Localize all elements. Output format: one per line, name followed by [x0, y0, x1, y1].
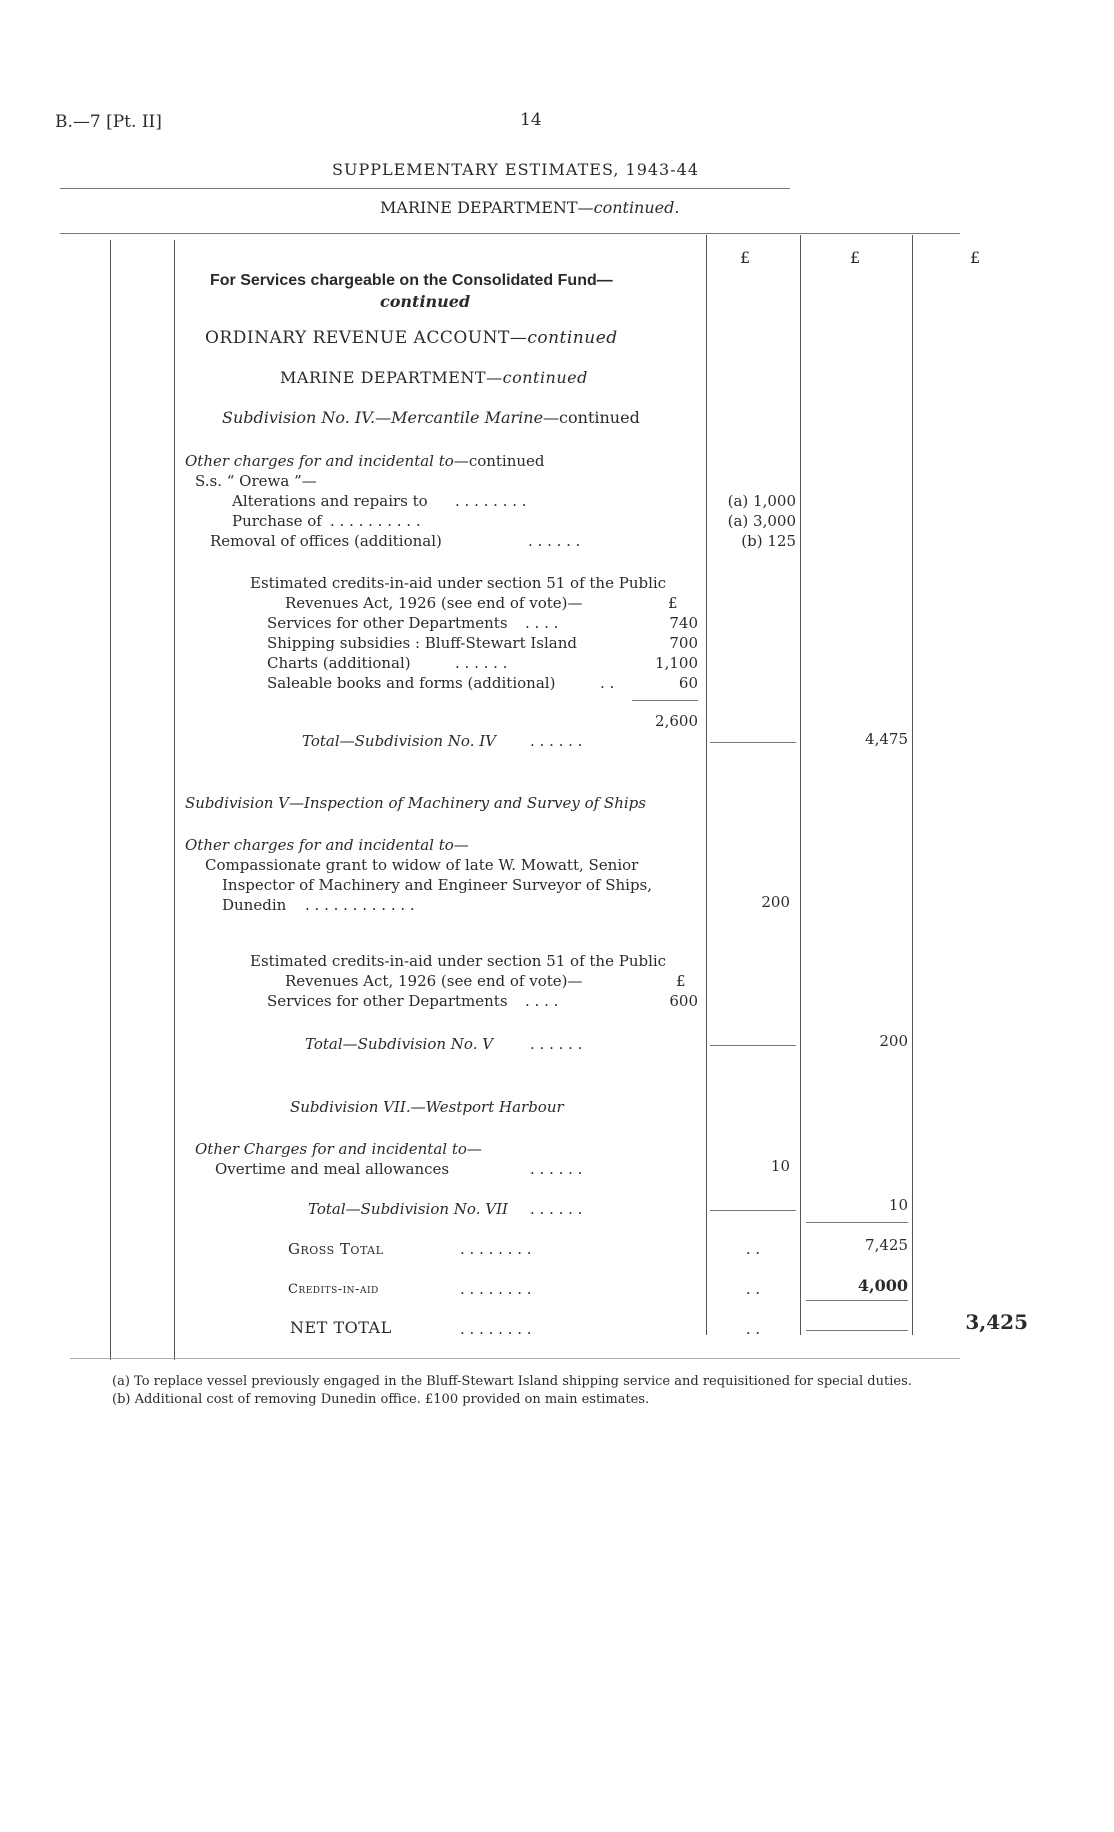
credits-in-aid-amount: 4,000	[857, 1276, 908, 1295]
leader-dots: . . . . . .	[528, 532, 581, 550]
page-subtitle	[380, 198, 679, 217]
credit-item-amount: 60	[678, 674, 698, 692]
subdivision-vii-total-amount: 10	[888, 1196, 908, 1214]
account-heading	[205, 328, 618, 348]
column-1-rule	[710, 1045, 796, 1046]
amount-column-1-line	[706, 235, 707, 1335]
gross-total-label: Gross Total	[288, 1240, 384, 1258]
credits-intro-2: Revenues Act, 1926 (see end of vote)—	[285, 594, 583, 612]
column-3-header: £	[970, 248, 981, 267]
column-2-rule	[806, 1300, 908, 1301]
column-2-rule	[806, 1330, 908, 1331]
grant-description-line-2: Inspector of Machinery and Engineer Surveyor of Ships,	[222, 876, 653, 894]
net-total-label: NET TOTAL	[290, 1318, 392, 1337]
credits-total-amount: 2,600	[655, 712, 698, 730]
credit-item-amount: 740	[669, 614, 698, 632]
document-reference: B.—7 [Pt. II]	[55, 112, 162, 132]
page-title: SUPPLEMENTARY ESTIMATES, 1943-44	[332, 160, 699, 179]
leader-dots: . . . . . .	[455, 654, 508, 672]
net-total-amount: 3,425	[965, 1310, 1028, 1334]
vessel-name: S.s. “ Orewa ”—	[195, 472, 317, 490]
table-bottom-rule	[70, 1358, 960, 1359]
page-number: 14	[520, 110, 542, 130]
left-margin-line	[110, 240, 111, 1360]
subdivision-iv-title	[222, 408, 640, 427]
credits-sum-rule	[632, 700, 698, 701]
leader-dots: . . . . . .	[530, 732, 583, 750]
leader-dots: . . . . . .	[530, 1035, 583, 1053]
credit-item-label: Charts (additional)	[267, 654, 411, 672]
net-total-column-1: . .	[745, 1320, 761, 1338]
subdivision-iv-total-label: Total—Subdivision No. IV	[302, 732, 496, 750]
department-heading-continued: continued	[502, 368, 588, 387]
credits-in-aid-label: Credits-in-aid	[288, 1282, 379, 1297]
line-item-label: Overtime and meal allowances	[215, 1160, 450, 1178]
credits-intro: Estimated credits-in-aid under section 51 of the Public	[250, 574, 667, 592]
subtitle-text: MARINE DEPARTMENT—	[380, 198, 594, 217]
subdivision-vii-other-charges: Other Charges for and incidental to—	[195, 1140, 482, 1158]
credits-intro-2: Revenues Act, 1926 (see end of vote)—	[285, 972, 583, 990]
credit-item-label: Shipping subsidies : Bluff-Stewart Island	[267, 634, 578, 652]
leader-dots: . . . . . . . .	[455, 492, 527, 510]
amount-column-2-line	[800, 235, 801, 1335]
credits-currency: £	[668, 594, 678, 612]
credit-item-label: Services for other Departments	[267, 992, 508, 1010]
other-charges-text: Other charges for and incidental to—	[185, 452, 469, 470]
line-item-amount: (b) 125	[741, 532, 796, 550]
credits-in-aid-column-1: . .	[745, 1280, 761, 1298]
account-heading-text: ORDINARY REVENUE ACCOUNT—	[205, 328, 528, 348]
leader-dots: . .	[600, 674, 615, 692]
subdivision-v-other-charges: Other charges for and incidental to—	[185, 836, 469, 854]
column-1-header: £	[740, 248, 751, 267]
subdivision-v-total-label: Total—Subdivision No. V	[305, 1035, 494, 1053]
credit-item-label: Saleable books and forms (additional)	[267, 674, 556, 692]
subdivision-iv-total-amount: 4,475	[865, 730, 908, 748]
leader-dots: . . . . . . . .	[460, 1320, 532, 1338]
credits-intro: Estimated credits-in-aid under section 51 of the Public	[250, 952, 667, 970]
leader-dots: . . . . . . . . . . . .	[305, 896, 415, 914]
subdivision-vii-total-label: Total—Subdivision No. VII	[308, 1200, 508, 1218]
credit-item-amount: 1,100	[655, 654, 698, 672]
column-1-rule	[710, 742, 796, 743]
leader-dots: . . . . . . . .	[460, 1280, 532, 1298]
subdivision-iv-other-charges	[185, 452, 545, 470]
account-heading-continued: continued	[527, 328, 618, 348]
leader-dots: . . . . . .	[530, 1160, 583, 1178]
gross-total-amount: 7,425	[865, 1236, 908, 1254]
services-heading: For Services chargeable on the Consolidated Fund—	[210, 272, 613, 289]
leader-dots: . . . . . . . . . .	[330, 512, 421, 530]
column-2-rule	[806, 1222, 908, 1223]
header-rule	[60, 188, 790, 189]
column-2-header: £	[850, 248, 861, 267]
subdivision-v-total-amount: 200	[879, 1032, 908, 1050]
subtitle-continued: continued.	[593, 198, 680, 217]
table-top-rule	[60, 233, 960, 234]
grant-description-line-3: Dunedin	[222, 896, 287, 914]
subdivision-iv-title-continued: continued	[559, 408, 640, 427]
services-heading-continued: continued	[380, 292, 471, 311]
footnote-b: (b) Additional cost of removing Dunedin office. £100 provided on main estimates.	[112, 1392, 650, 1407]
credit-item-amount: 600	[669, 992, 698, 1010]
line-item-label: Removal of offices (additional)	[210, 532, 442, 550]
department-heading-text: MARINE DEPARTMENT—	[280, 368, 503, 387]
grant-description-line-1: Compassionate grant to widow of late W. Mowatt, Senior	[205, 856, 639, 874]
footnote-a: (a) To replace vessel previously engaged in the Bluff-Stewart Island shipping service and requisitioned for special duties.	[112, 1374, 912, 1389]
text-column-line	[174, 240, 175, 1360]
leader-dots: . . . .	[525, 614, 559, 632]
line-item-amount: (a) 1,000	[727, 492, 796, 510]
grant-amount: 200	[761, 893, 790, 911]
subdivision-vii-title: Subdivision VII.—Westport Harbour	[290, 1098, 564, 1116]
line-item-amount: (a) 3,000	[727, 512, 796, 530]
subdivision-v-title: Subdivision V—Inspection of Machinery and Survey of Ships	[185, 794, 646, 812]
subdivision-iv-title-text: Subdivision No. IV.—Mercantile Marine—	[222, 408, 560, 427]
other-charges-continued: continued	[468, 452, 545, 470]
line-item-amount: 10	[770, 1157, 790, 1175]
department-heading	[280, 368, 588, 387]
credit-item-label: Services for other Departments	[267, 614, 508, 632]
line-item-label: Alterations and repairs to	[232, 492, 428, 510]
leader-dots: . . . .	[525, 992, 559, 1010]
line-item-label: Purchase of	[232, 512, 322, 530]
credit-item-amount: 700	[669, 634, 698, 652]
gross-total-column-1: . .	[745, 1240, 761, 1258]
credits-currency: £	[676, 972, 686, 990]
leader-dots: . . . . . .	[530, 1200, 583, 1218]
column-1-rule	[710, 1210, 796, 1211]
amount-column-3-line	[912, 235, 913, 1335]
leader-dots: . . . . . . . .	[460, 1240, 532, 1258]
